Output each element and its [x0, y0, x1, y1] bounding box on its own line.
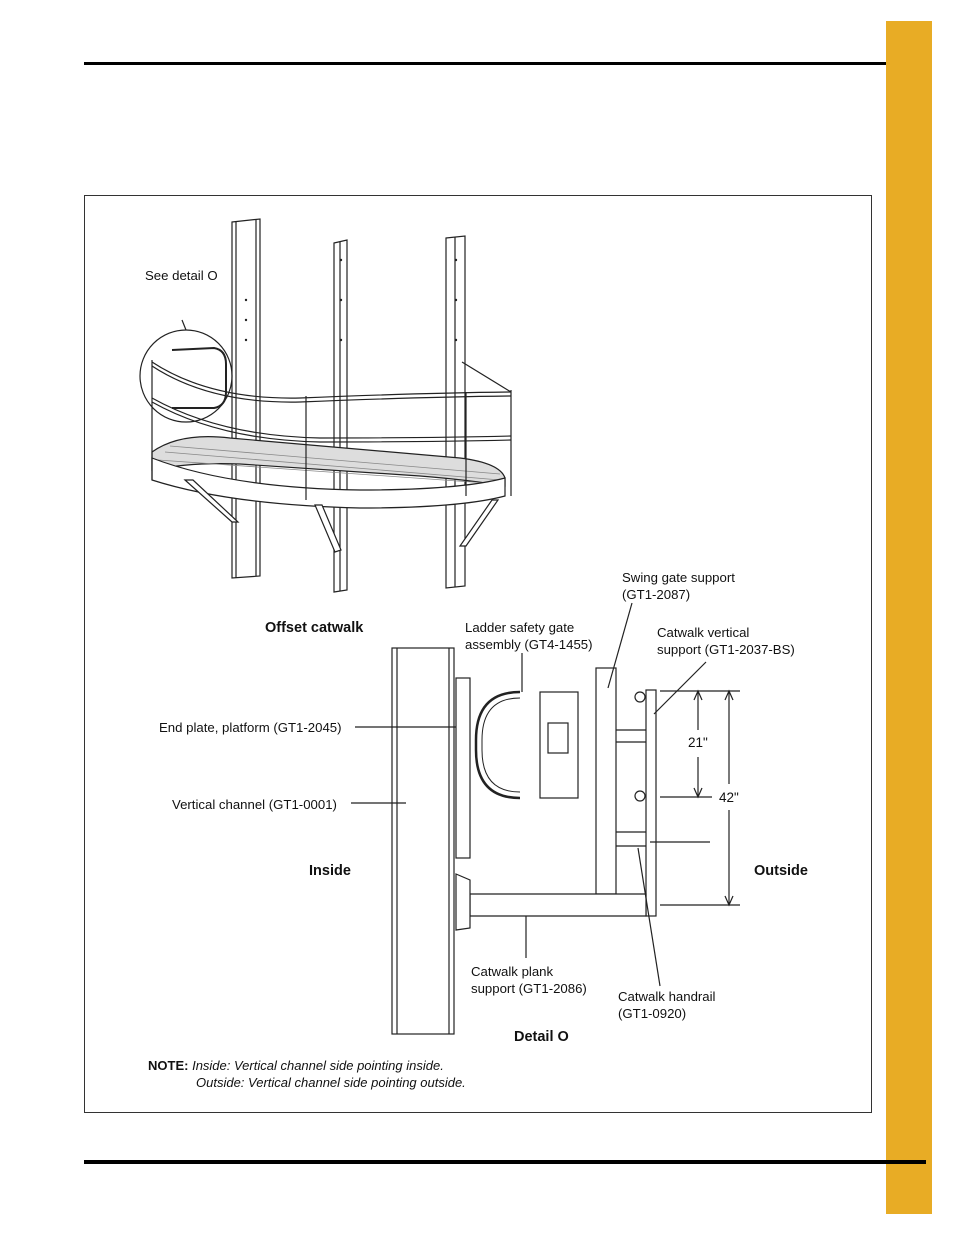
dimension-21: 21"	[688, 735, 708, 750]
dimension-42: 42"	[719, 790, 739, 805]
vertical-channel-detail	[392, 648, 454, 1034]
catwalk-vertical-support	[646, 690, 656, 916]
note-line-2: Outside: Vertical channel side pointing outside.	[196, 1075, 466, 1090]
ladder-gate-label-2: assembly (GT4-1455)	[465, 637, 593, 652]
vertical-channel-left	[232, 219, 260, 578]
swing-gate-support-label-2: (GT1-2087)	[622, 587, 691, 602]
ladder-safety-gate	[476, 692, 520, 798]
handrail-label-2: (GT1-0920)	[618, 1006, 687, 1021]
vertical-channel-label: Vertical channel (GT1-0001)	[172, 797, 337, 812]
detail-o-caption: Detail O	[514, 1029, 569, 1045]
end-plate-platform	[456, 678, 470, 858]
figure-note	[148, 1057, 466, 1091]
vertical-support-label-2: support (GT1-2037-BS)	[657, 642, 795, 657]
see-detail-label: See detail O	[145, 268, 218, 283]
vertical-channel-right	[446, 236, 465, 588]
vertical-support-label-1: Catwalk vertical	[657, 625, 750, 640]
end-plate-label: End plate, platform (GT1-2045)	[159, 720, 342, 735]
note-line-1: Inside: Vertical channel side pointing inside.	[192, 1058, 444, 1073]
swing-gate-support	[596, 668, 616, 894]
inside-label: Inside	[309, 863, 351, 879]
catwalk-plank-support	[470, 894, 646, 916]
swing-gate-support-label-1: Swing gate support	[622, 570, 735, 585]
plank-support-label-1: Catwalk plank	[471, 964, 554, 979]
ladder-gate-label-1: Ladder safety gate	[465, 620, 575, 635]
footer-rule	[84, 1160, 926, 1164]
handrail-label-1: Catwalk handrail	[618, 989, 716, 1004]
brace-right	[460, 500, 498, 546]
note-label: NOTE:	[148, 1058, 189, 1073]
offset-catwalk-caption: Offset catwalk	[265, 620, 364, 636]
outside-label: Outside	[754, 863, 808, 879]
plank-support-label-2: support (GT1-2086)	[471, 981, 587, 996]
